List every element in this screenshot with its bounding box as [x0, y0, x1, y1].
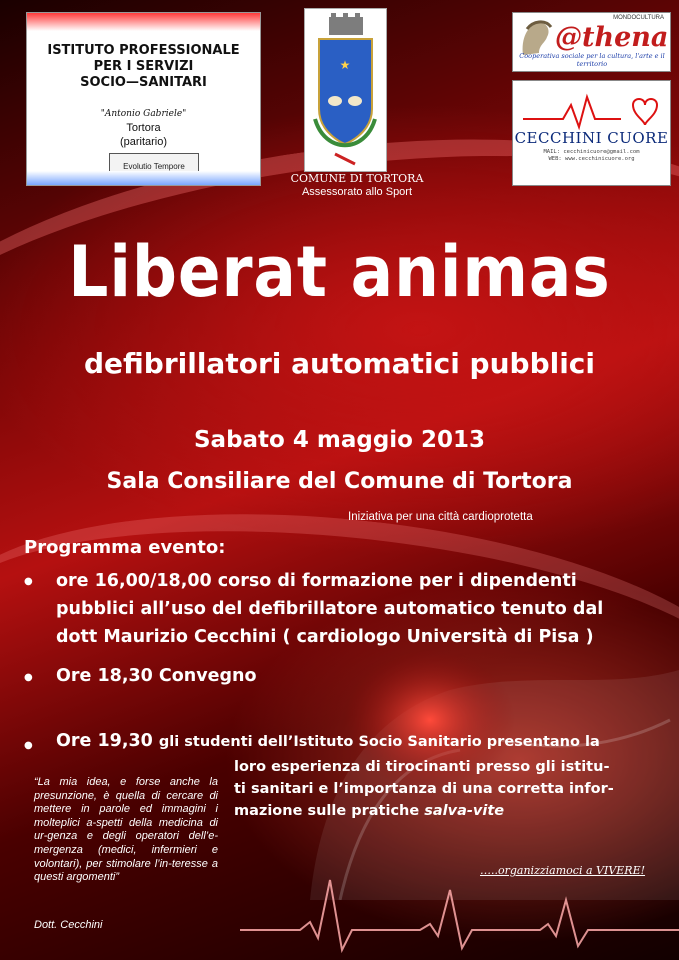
school-town-name: Tortora [126, 122, 161, 134]
cecchini-contact [513, 149, 670, 163]
cecchini-title: CECCHINI CUORE [514, 129, 669, 147]
program-item-emphasis: salva-vite [424, 803, 505, 819]
program-item-line: ti sanitari e l’importanza di una corretta infor- [234, 781, 614, 797]
program-item-line: pubblici all’uso del defibrillatore automatico tenuto dal [56, 599, 604, 619]
program-item-time: Ore 19,30 [56, 731, 153, 751]
event-subtitle: defibrillatori automatici pubblici [84, 347, 595, 380]
event-venue: Sala Consiliare del Comune di Tortora [106, 469, 573, 494]
program-item-line: gli studenti dell’Istituto Socio Sanitario presentano la [158, 734, 600, 750]
cecchini-mail: MAIL: cecchinicuore@gmail.com [543, 149, 640, 155]
program-item-line: dott Maurizio Cecchini ( cardiologo Università di Pisa ) [56, 627, 594, 647]
school-name-line: PER I SERVIZI [93, 59, 194, 74]
quote-author: Dott. Cecchini [34, 919, 103, 931]
program-item-2: Ore 18,30 Convegno [56, 666, 257, 686]
crest-icon [305, 9, 386, 171]
school-name-line: ISTITUTO PROFESSIONALE [47, 43, 240, 58]
cecchini-web: WEB: www.cecchinicuore.org [548, 156, 635, 162]
event-initiative: Iniziativa per una città cardioprotetta [348, 511, 533, 523]
school-name [27, 43, 260, 91]
svg-text:★: ★ [339, 58, 351, 72]
comune-crest [304, 8, 387, 172]
school-logo-band [27, 171, 260, 185]
comune-name: COMUNE DI TORTORA [290, 172, 424, 185]
school-name-line: SOCIO—SANITARI [80, 75, 207, 90]
bullet-icon: ● [24, 740, 33, 751]
cecchini-cuore-logo [512, 80, 671, 186]
comune-label [272, 172, 442, 199]
athena-logo [512, 12, 671, 72]
athena-small-label: MONDOCULTURA [613, 15, 664, 21]
doctor-quote: “La mia idea, e forse anche la presunzione, è quella di cercare di mettere in parole ed immagini i molteplici a-spetti della medicina di ur-genza e degli operatori dell’e-mergenza (medici, infermieri e volontari), per stimolare l’in-teresse a questi argomenti” [34, 776, 218, 884]
program-item-1 [56, 567, 676, 651]
program-heading: Programma evento: [24, 537, 226, 558]
bullet-icon: ● [24, 576, 33, 587]
heartbeat-icon [523, 91, 663, 131]
program-item-line [234, 800, 664, 822]
program-item-line: ore 16,00/18,00 corso di formazione per i dipendenti [56, 571, 577, 591]
school-dedication: "Antonio Gabriele" [100, 109, 187, 119]
school-logo [26, 12, 261, 186]
athena-title: @thena [555, 22, 669, 53]
bullet-icon: ● [24, 672, 33, 683]
school-town [27, 121, 260, 149]
comune-assessorato: Assessorato allo Sport [301, 186, 413, 198]
school-status: (paritario) [119, 136, 168, 148]
program-item-text: mazione sulle pratiche [234, 803, 425, 819]
motto: …..organizziamoci a VIVERE! [480, 864, 646, 877]
school-logo-band [27, 13, 260, 31]
athena-tagline: Cooperativa sociale per la cultura, l'arte e il territorio [519, 52, 665, 68]
event-title: Liberat animas [68, 231, 611, 313]
event-date: Sabato 4 maggio 2013 [193, 427, 485, 453]
ekg-line-icon [0, 870, 679, 960]
program-item-line: loro esperienza di tirocinanti presso gli istitu- [234, 759, 610, 775]
evolutio-tempore-badge: Evolutio Tempore [109, 153, 199, 181]
program-item-3-continued [234, 756, 664, 822]
program-item-3 [56, 727, 676, 756]
